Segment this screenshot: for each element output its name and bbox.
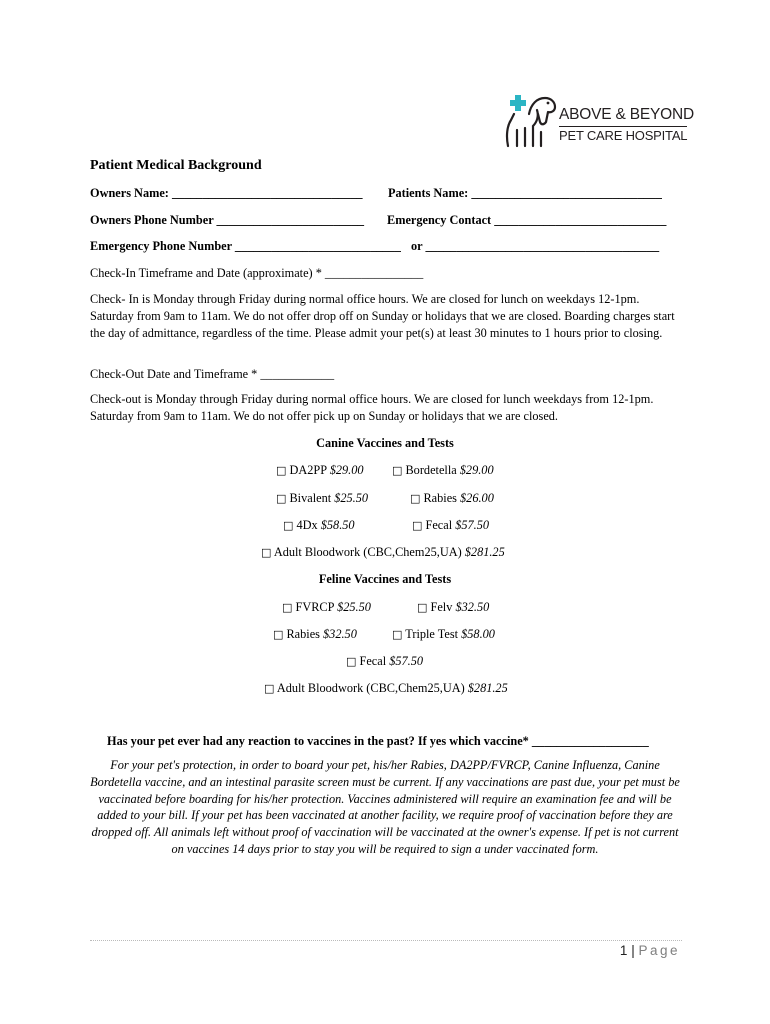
item-price: $25.50 bbox=[334, 491, 369, 505]
checkbox-icon: □ bbox=[346, 655, 357, 668]
checkbox-icon: □ bbox=[283, 519, 294, 532]
logo-title: ABOVE & BEYOND bbox=[559, 106, 695, 123]
emergency-contact-field[interactable]: Emergency Contact ____________________________ bbox=[387, 213, 667, 227]
checkbox-icon: □ bbox=[273, 628, 284, 641]
item-price: $32.50 bbox=[455, 600, 490, 614]
item-price: $58.50 bbox=[320, 518, 355, 532]
vaccine-reaction-field[interactable]: Has your pet ever had any reaction to vaccines in the past? If yes which vaccine* ___________________ bbox=[107, 734, 649, 748]
checkbox-bivalent[interactable] bbox=[276, 490, 368, 507]
item-label: Bivalent bbox=[289, 491, 332, 505]
checkbox-fvrcp[interactable] bbox=[282, 599, 371, 616]
checkbox-bordetella[interactable] bbox=[392, 462, 494, 479]
feline-heading: Feline Vaccines and Tests bbox=[318, 572, 452, 586]
item-label: Adult Bloodwork (CBC,Chem25,UA) bbox=[273, 545, 462, 559]
item-price: $29.00 bbox=[329, 463, 364, 477]
checkbox-icon: □ bbox=[261, 546, 272, 559]
item-price: $26.00 bbox=[460, 491, 494, 505]
item-label: Triple Test bbox=[405, 627, 459, 641]
checkbox-icon: □ bbox=[412, 519, 423, 532]
item-price: $25.50 bbox=[337, 600, 371, 614]
item-label: Fecal bbox=[359, 654, 387, 668]
checkbox-icon: □ bbox=[392, 464, 403, 477]
footer-separator: | bbox=[631, 943, 635, 958]
owners-phone-field[interactable]: Owners Phone Number ________________________ bbox=[90, 213, 365, 227]
item-label: FVRCP bbox=[295, 600, 334, 614]
page-number: 1 bbox=[619, 943, 628, 958]
item-label: Adult Bloodwork (CBC,Chem25,UA) bbox=[276, 681, 465, 695]
item-label: Felv bbox=[430, 600, 453, 614]
form-title: Patient Medical Background bbox=[90, 158, 262, 173]
checkbox-rabies-canine[interactable] bbox=[410, 490, 494, 507]
footer-divider bbox=[90, 940, 682, 941]
page-label: Page bbox=[638, 943, 680, 958]
checkbox-icon: □ bbox=[276, 464, 287, 477]
checkin-field[interactable]: Check-In Timeframe and Date (approximate) * ________________ bbox=[90, 266, 424, 280]
item-label: DA2PP bbox=[289, 463, 327, 477]
checkbox-rabies-feline[interactable] bbox=[273, 626, 357, 643]
page-footer bbox=[620, 943, 680, 958]
item-price: $57.50 bbox=[389, 654, 424, 668]
item-label: 4Dx bbox=[296, 518, 318, 532]
vaccination-policy-note: For your pet's protection, in order to board your pet, his/her Rabies, DA2PP/FVRCP, Canine Influenza, Canine Bordetella vaccine, and an intestinal parasite screen must be current. If any vaccinations are past due, your pet must be vaccinated before boarding for his/her protection. Vaccines administered will require an examination fee and will be added to your bill. If your pet has been vaccinated at another facility, we require proof of vaccination before they are dropped off. All animals left without proof of vaccination will be vaccinated at the owner's expense. If pet is not current on vaccines 14 days prior to stay you will be required to sign a under vaccinated form. bbox=[90, 758, 680, 856]
item-price: $281.25 bbox=[464, 545, 505, 559]
hospital-logo bbox=[503, 92, 695, 148]
item-label: Rabies bbox=[286, 627, 320, 641]
item-price: $281.25 bbox=[467, 681, 508, 695]
emergency-phone-field[interactable]: Emergency Phone Number ___________________________ bbox=[90, 239, 401, 253]
checkbox-da2pp[interactable] bbox=[276, 462, 364, 479]
item-label: Fecal bbox=[425, 518, 453, 532]
logo-subtitle: PET CARE HOSPITAL bbox=[559, 128, 688, 143]
item-price: $57.50 bbox=[455, 518, 490, 532]
item-label: Bordetella bbox=[405, 463, 457, 477]
item-label: Rabies bbox=[423, 491, 457, 505]
checkbox-fecal-canine[interactable] bbox=[412, 517, 489, 534]
checkbox-icon: □ bbox=[264, 682, 275, 695]
canine-heading: Canine Vaccines and Tests bbox=[316, 436, 454, 450]
item-price: $58.00 bbox=[461, 627, 495, 641]
checkbox-icon: □ bbox=[410, 492, 421, 505]
checkbox-bloodwork-feline[interactable] bbox=[264, 680, 508, 697]
checkbox-icon: □ bbox=[276, 492, 287, 505]
owners-name-field[interactable]: Owners Name: _______________________________ bbox=[90, 186, 363, 200]
checkbox-bloodwork-canine[interactable] bbox=[261, 544, 505, 561]
checkbox-fecal-feline[interactable] bbox=[346, 653, 423, 670]
checkbox-icon: □ bbox=[282, 601, 293, 614]
dog-cross-logo-icon bbox=[503, 92, 559, 148]
checkbox-4dx[interactable] bbox=[283, 517, 355, 534]
item-price: $29.00 bbox=[459, 463, 494, 477]
emergency-phone-alt-field[interactable]: or ______________________________________ bbox=[411, 239, 660, 253]
checkin-note: Check- In is Monday through Friday during normal office hours. We are closed for lunch on weekdays 12-1pm. Saturday from 9am to 11am. We do not offer drop off on Sunday or holidays that we are closed. Boarding charges start the day of admittance, regardless of the time. Please admit your pet(s) at least 30 minutes to 1 hours prior to closing. bbox=[90, 292, 675, 340]
checkout-field[interactable]: Check-Out Date and Timeframe * ____________ bbox=[90, 367, 335, 381]
checkbox-icon: □ bbox=[417, 601, 428, 614]
item-price: $32.50 bbox=[323, 627, 357, 641]
patients-name-field[interactable]: Patients Name: _______________________________ bbox=[388, 186, 662, 200]
checkout-note: Check-out is Monday through Friday during normal office hours. We are closed for lunch weekdays from 12-1pm. Saturday from 9am to 11am. We do not offer pick up on Sunday or holidays that we are closed. bbox=[90, 392, 654, 423]
checkbox-triple-test[interactable] bbox=[392, 626, 495, 643]
checkbox-icon: □ bbox=[392, 628, 403, 641]
checkbox-felv[interactable] bbox=[417, 599, 489, 616]
